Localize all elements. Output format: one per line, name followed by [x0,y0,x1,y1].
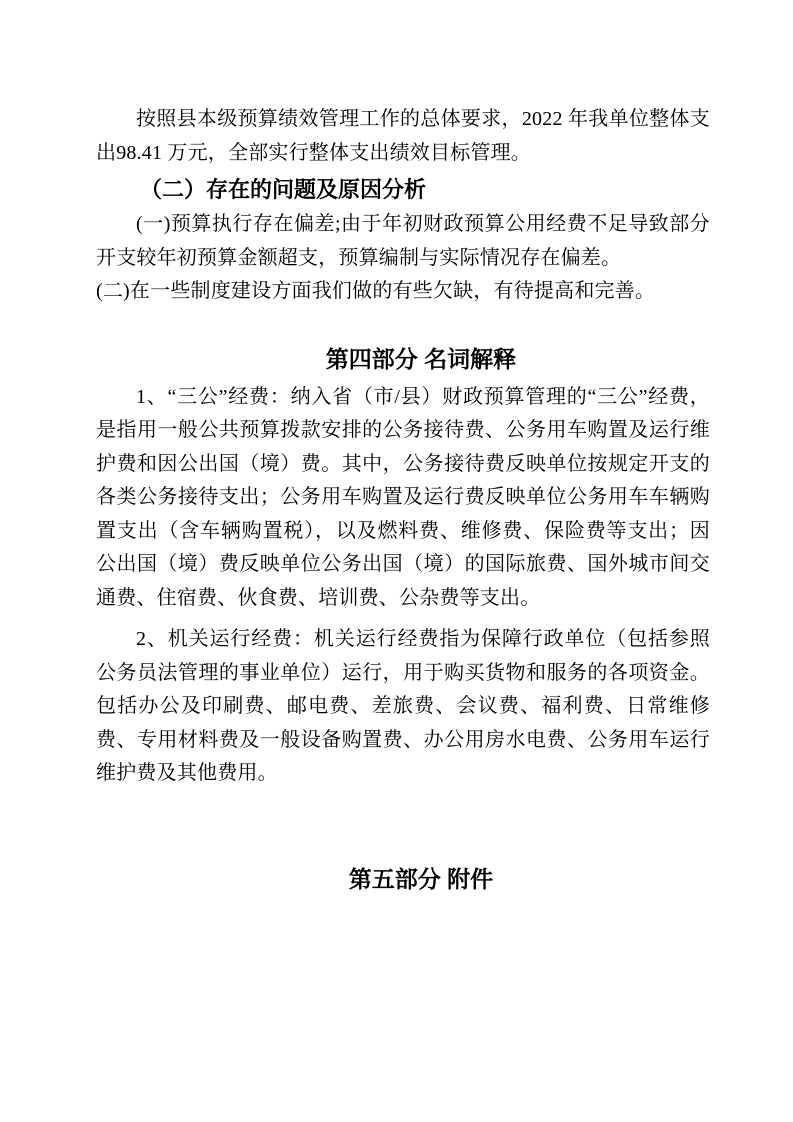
part4-heading: 第四部分 名词解释 [325,345,517,372]
issue-item-2: (二)在一些制度建设方面我们做的有些欠缺，有待提高和完善。 [96,280,656,302]
issues-heading: （二）存在的问题及原因分析 [140,177,427,202]
part5-heading: 第五部分 附件 [348,865,494,892]
term-definition-agency-operating-expenses: 2、机关运行经费：机关运行经费指为保障行政单位（包括参照公务员法管理的事业单位）运行，用于购买货物和服务的各项资金。包括办公及印刷费、邮电费、差旅费、会议费、福利费、日常维修费、专用材料费及一般设备购置费、办公用房水电费、公务用车运行维护费及其他费用。 [96,628,710,784]
term-definition-sangong-expenses: 1、“三公”经费：纳入省（市/县）财政预算管理的“三公”经费，是指用一般公共预算拨款安排的公务接待费、公务用车购置及运行维护费和因公出国（境）费。其中，公务接待费反映单位按规定开支的各类公务接待支出；公务用车购置及运行费反映单位公务用车车辆购置支出（含车辆购置税），以及燃料费、维修费、保险费等支出；因公出国（境）费反映单位公务出国（境）的国际旅费、国外城市间交通费、住宿费、伙食费、培训费、公杂费等支出。 [96,385,710,609]
intro-paragraph: 按照县本级预算绩效管理工作的总体要求，2022 年我单位整体支出98.41 万元，全部实行整体支出绩效目标管理。 [96,108,710,164]
issue-item-1: (一)预算执行存在偏差;由于年初财政预算公用经费不足导致部分开支较年初预算金额超支，预算编制与实际情况存在偏差。 [96,213,710,269]
